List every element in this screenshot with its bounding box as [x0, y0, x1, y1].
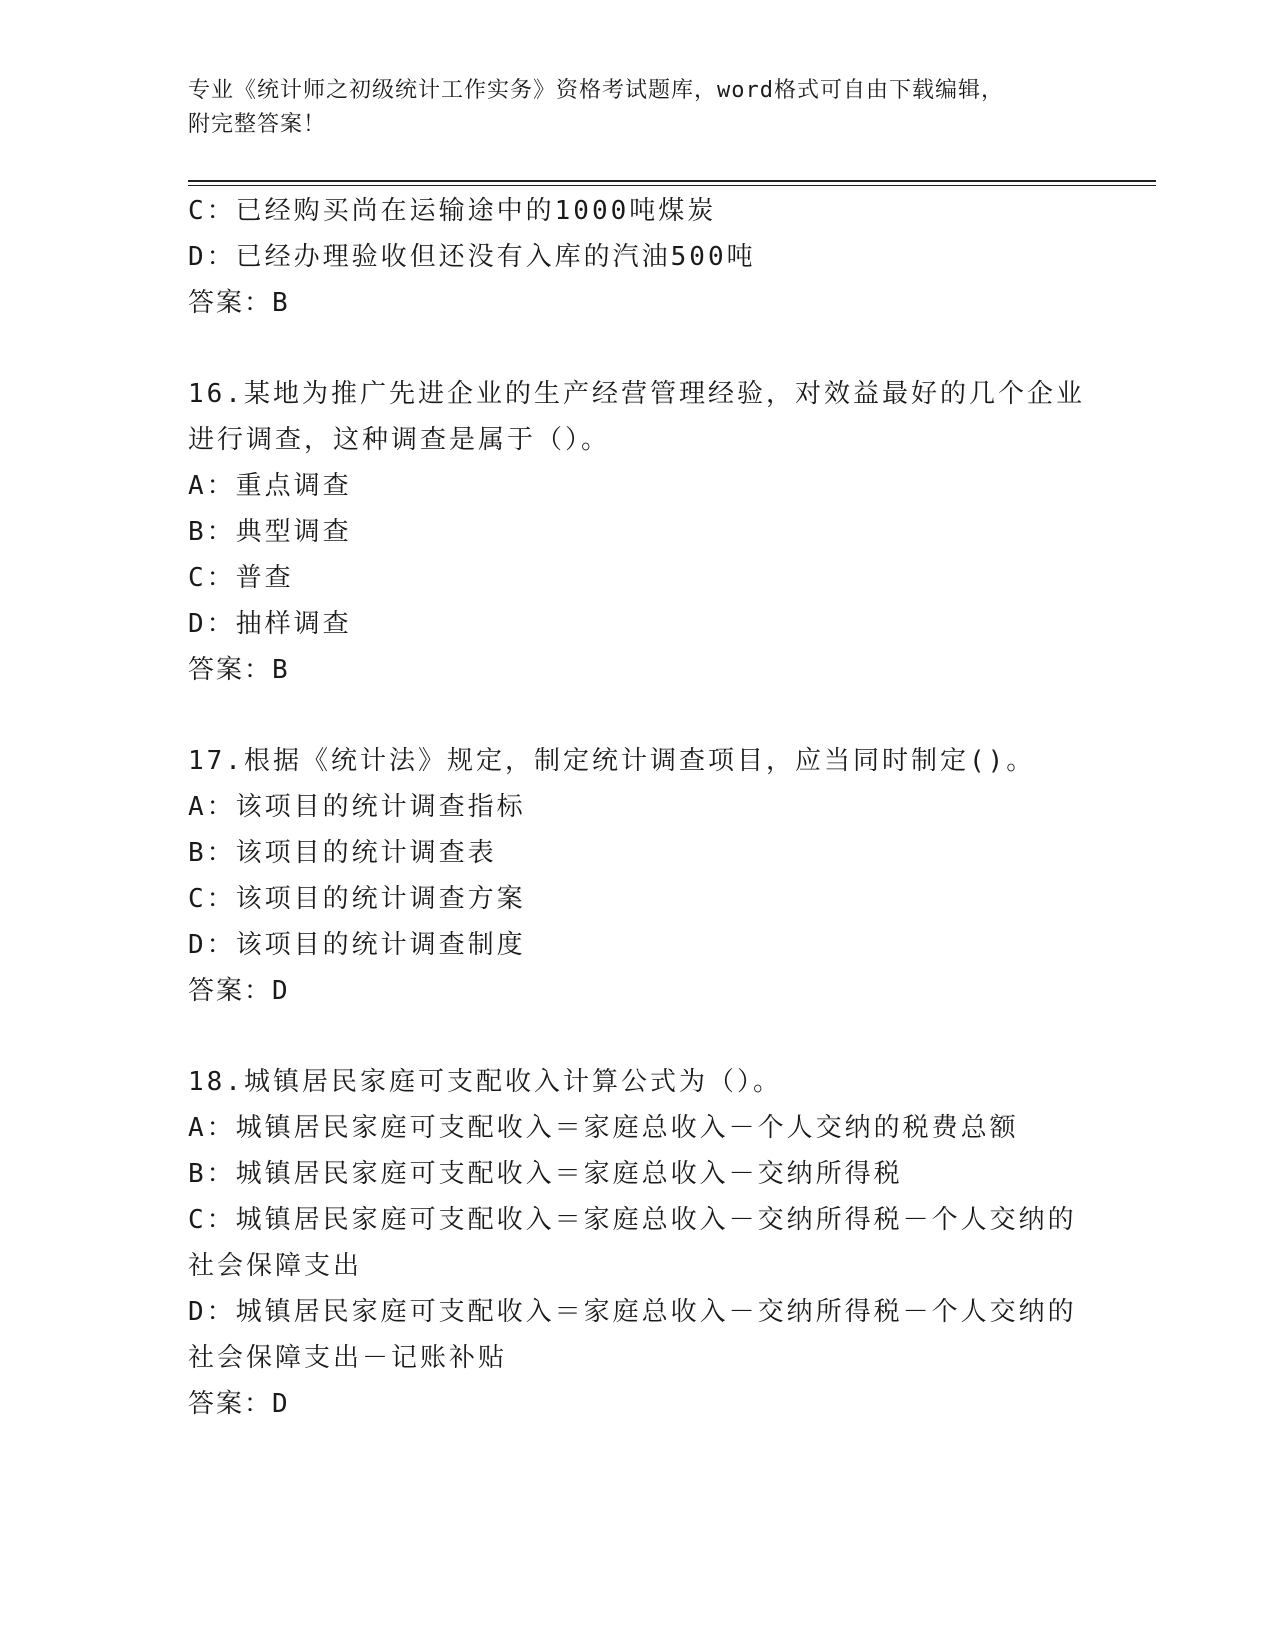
question-list [188, 188, 1088, 1427]
header-line-1: 专业《统计师之初级统计工作实务》资格考试题库，word格式可自由下载编辑， [188, 78, 1004, 103]
option-c-continued: 社会保障支出 [188, 1251, 363, 1281]
question-stem: 17.根据《统计法》规定，制定统计调查项目，应当同时制定()。 [188, 746, 1036, 776]
question-18 [188, 1059, 1088, 1427]
option-b: B：城镇居民家庭可支配收入＝家庭总收入－交纳所得税 [188, 1159, 903, 1189]
question-17 [188, 738, 1088, 1014]
answer-line: 答案：D [188, 1389, 290, 1419]
answer-line: 答案：B [188, 655, 290, 685]
document-header [188, 74, 1088, 142]
spacer [188, 1014, 1088, 1059]
header-line-2: 附完整答案！ [188, 112, 327, 137]
option-d: D：该项目的统计调查制度 [188, 930, 526, 960]
spacer [188, 693, 1088, 738]
option-c: C：已经购买尚在运输途中的1000吨煤炭 [188, 196, 717, 226]
option-b: B：典型调查 [188, 517, 352, 547]
option-c: C：普查 [188, 563, 294, 593]
question-stem: 16.某地为推广先进企业的生产经营管理经验，对效益最好的几个企业 [188, 379, 1085, 409]
header-divider [188, 180, 1156, 186]
spacer [188, 326, 1088, 371]
option-d: D：城镇居民家庭可支配收入＝家庭总收入－交纳所得税－个人交纳的 [188, 1297, 1077, 1327]
question-stem: 进行调查，这种调查是属于（）。 [188, 425, 611, 455]
option-a: A：该项目的统计调查指标 [188, 792, 526, 822]
question-stem: 18.城镇居民家庭可支配收入计算公式为（）。 [188, 1067, 782, 1097]
option-c: C：城镇居民家庭可支配收入＝家庭总收入－交纳所得税－个人交纳的 [188, 1205, 1077, 1235]
option-d-continued: 社会保障支出－记账补贴 [188, 1343, 508, 1373]
answer-line: 答案：D [188, 976, 290, 1006]
option-d: D：抽样调查 [188, 609, 352, 639]
question-15-continued [188, 188, 1088, 326]
option-a: A：重点调查 [188, 471, 352, 501]
answer-line: 答案：B [188, 288, 290, 318]
option-b: B：该项目的统计调查表 [188, 838, 497, 868]
question-16 [188, 371, 1088, 693]
option-d: D：已经办理验收但还没有入库的汽油500吨 [188, 242, 756, 272]
option-a: A：城镇居民家庭可支配收入＝家庭总收入－个人交纳的税费总额 [188, 1113, 1019, 1143]
option-c: C：该项目的统计调查方案 [188, 884, 526, 914]
